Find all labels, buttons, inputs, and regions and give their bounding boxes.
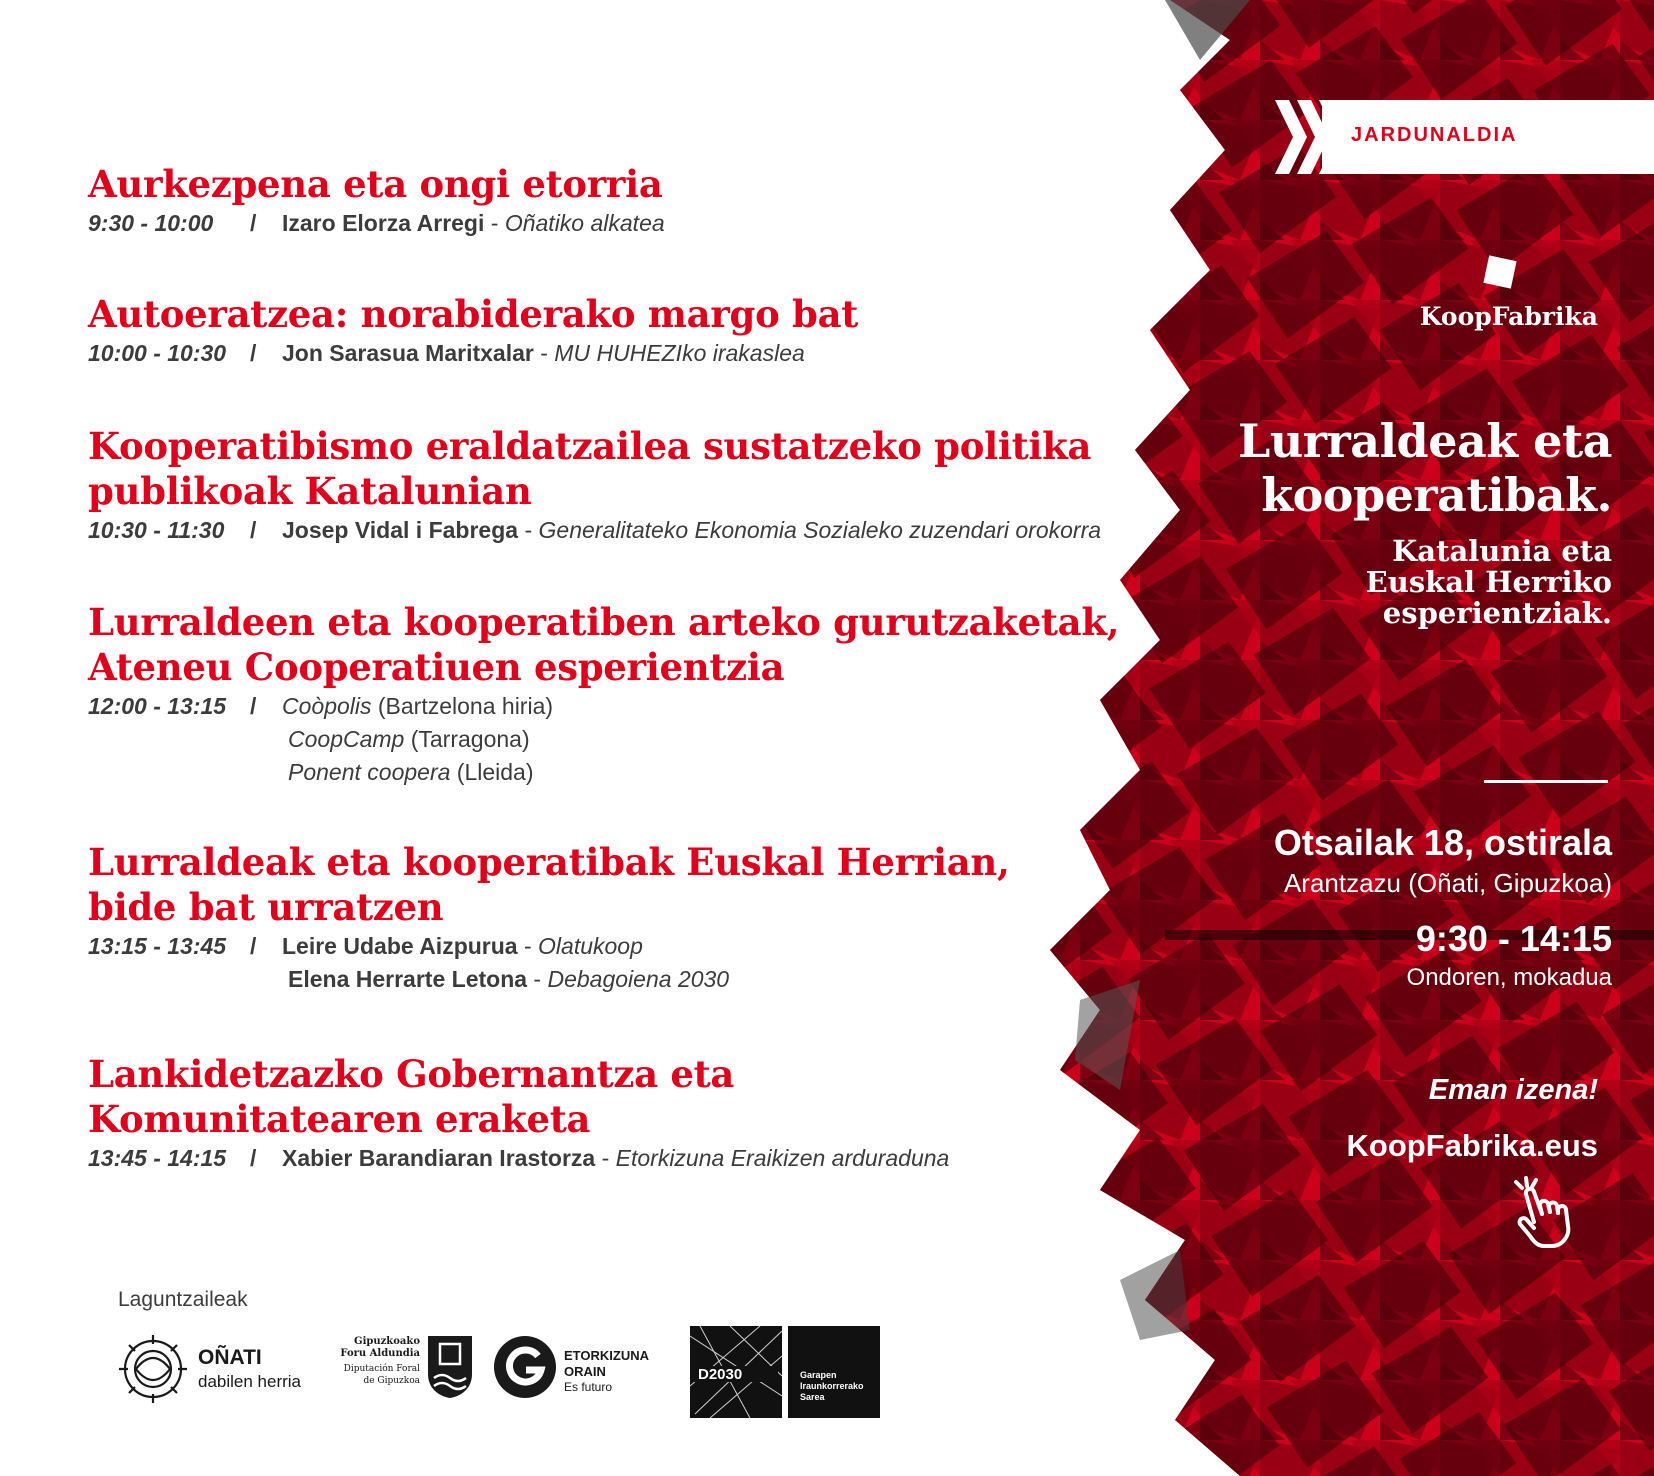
org-name: Ponent coopera <box>288 759 451 785</box>
session-meta <box>88 207 665 240</box>
session-1 <box>88 162 665 240</box>
gipuzkoa-line-1: Gipuzkoako <box>354 1336 420 1347</box>
org-place: (Bartzelona hiria) <box>377 693 554 719</box>
speaker-name: Leire Udabe Aizpurua <box>282 933 518 959</box>
session-meta <box>88 1142 949 1175</box>
separator-dash: - <box>601 1145 610 1171</box>
session-time: 13:15 - 13:45 <box>88 933 227 959</box>
separator-slash: / <box>250 933 257 959</box>
hero-subtitle <box>1366 536 1612 629</box>
separator-dash: - <box>524 517 533 543</box>
pointer-hand-icon <box>1512 1176 1588 1252</box>
session-title-line-1: Lankidetzazko Gobernantza eta <box>88 1052 735 1096</box>
gipuzkoa-line-2: Foru Aldundia <box>340 1348 420 1359</box>
d2030-logo <box>690 1326 880 1418</box>
session-title-line-2: Komunitatearen eraketa <box>88 1097 591 1141</box>
etorkizuna-logo <box>492 1334 652 1404</box>
speaker-role: Debagoiena 2030 <box>547 966 730 992</box>
session-time: 13:45 - 14:15 <box>88 1145 227 1171</box>
session-4 <box>88 600 1119 789</box>
session-title: Autoeratzea: norabiderako margo bat <box>88 292 859 336</box>
session-5 <box>88 840 1010 996</box>
d2030-mark: D2030 <box>698 1366 743 1383</box>
separator-slash: / <box>250 517 257 543</box>
session-meta <box>88 690 1119 723</box>
session-title-line-2: bide bat urratzen <box>88 885 444 929</box>
onati-tagline: dabilen herria <box>198 1372 302 1391</box>
session-meta <box>88 930 1010 963</box>
session-meta-cont <box>88 963 1010 996</box>
d2030-line-1: Garapen <box>800 1370 837 1380</box>
speaker-name: Xabier Barandiaran Irastorza <box>282 1145 596 1171</box>
session-meta-cont <box>88 723 1119 756</box>
speaker-name: Izaro Elorza Arregi <box>282 210 485 236</box>
session-2 <box>88 292 858 370</box>
shield-icon <box>426 1334 474 1400</box>
session-title: Aurkezpena eta ongi etorria <box>88 162 663 206</box>
separator-slash: / <box>250 1145 257 1171</box>
session-title-line-1: Lurraldeen eta kooperatiben arteko gurutzaketak, <box>88 600 1120 644</box>
session-meta <box>88 514 1101 547</box>
gipuzkoa-line-4: de Gipuzkoa <box>363 1376 420 1386</box>
tag-label: JARDUNALDIA <box>1351 124 1518 146</box>
session-3 <box>88 424 1101 547</box>
speaker-name: Elena Herrarte Letona <box>288 966 528 992</box>
register-cta[interactable]: Eman izena! <box>1428 1074 1598 1106</box>
g-icon <box>492 1334 558 1400</box>
gipuzkoa-line-3: Diputación Foral <box>343 1364 420 1374</box>
divider <box>1484 780 1608 783</box>
session-time: 9:30 - 10:00 <box>88 210 214 236</box>
session-meta-cont <box>88 756 1119 789</box>
hero-sub-line-1: Katalunia eta <box>1392 534 1612 568</box>
session-6 <box>88 1052 949 1175</box>
speaker-name: Josep Vidal i Fabrega <box>282 517 519 543</box>
speaker-role: Oñatiko alkatea <box>504 210 665 236</box>
hero-sub-line-3: esperientziak. <box>1382 596 1612 630</box>
hero-title-line-2: kooperatibak. <box>1261 468 1612 522</box>
speaker-role: MU HUHEZIko irakaslea <box>554 340 805 366</box>
speaker-role: Etorkizuna Eraikizen arduraduna <box>615 1145 950 1171</box>
org-place: (Tarragona) <box>410 726 530 752</box>
separator-dash: - <box>490 210 499 236</box>
event-hours: 9:30 - 14:15 <box>1415 918 1612 959</box>
event-place: Arantzazu (Oñati, Gipuzkoa) <box>1283 868 1612 898</box>
gipuzkoa-logo <box>340 1334 476 1406</box>
event-date: Otsailak 18, ostirala <box>1273 822 1612 863</box>
org-place: (Lleida) <box>456 759 534 785</box>
hero-title-line-1: Lurraldeak eta <box>1238 414 1612 468</box>
org-name: Coòpolis <box>282 693 372 719</box>
etorkizuna-line-2: ORAIN <box>564 1364 606 1379</box>
session-time: 10:00 - 10:30 <box>88 340 227 366</box>
brand-square-icon <box>1483 255 1516 288</box>
separator-dash: - <box>533 966 542 992</box>
session-time: 12:00 - 13:15 <box>88 693 227 719</box>
onati-name: OÑATI <box>198 1346 262 1369</box>
separator-dash: - <box>540 340 548 366</box>
speaker-role: Generalitateko Ekonomia Sozialeko zuzendari orokorra <box>538 517 1102 543</box>
sponsors-label: Laguntzaileak <box>118 1288 248 1311</box>
speaker-name: Jon Sarasua Maritxalar <box>282 340 534 366</box>
sun-icon <box>116 1332 190 1406</box>
website-link[interactable]: KoopFabrika.eus <box>1346 1128 1598 1163</box>
session-title-line-2: Ateneu Cooperatiuen esperientzia <box>88 645 785 689</box>
speaker-role: Olatukoop <box>538 933 643 959</box>
hero-sub-line-2: Euskal Herriko <box>1365 565 1612 599</box>
hero-title <box>1238 414 1612 522</box>
session-title-line-1: Lurraldeak eta kooperatibak Euskal Herrian, <box>88 840 1010 884</box>
org-name: CoopCamp <box>288 726 405 752</box>
event-after: Ondoren, mokadua <box>1406 964 1612 991</box>
brand-name: KoopFabrika <box>1419 302 1598 331</box>
separator-slash: / <box>250 340 257 366</box>
session-time: 10:30 - 11:30 <box>88 517 225 543</box>
separator-slash: / <box>250 693 257 719</box>
d2030-line-2: Iraunkorrerako <box>800 1381 864 1391</box>
session-title-line-1: Kooperatibismo eraldatzailea sustatzeko politika <box>88 424 1092 468</box>
separator-dash: - <box>523 933 532 959</box>
onati-logo <box>116 1332 306 1408</box>
etorkizuna-line-3: Es futuro <box>564 1380 613 1394</box>
session-meta <box>88 337 858 370</box>
session-title-line-2: publikoak Katalunian <box>88 469 532 513</box>
d2030-line-3: Sarea <box>800 1392 825 1402</box>
separator-slash: / <box>250 210 257 236</box>
etorkizuna-line-1: ETORKIZUNA <box>564 1348 649 1363</box>
